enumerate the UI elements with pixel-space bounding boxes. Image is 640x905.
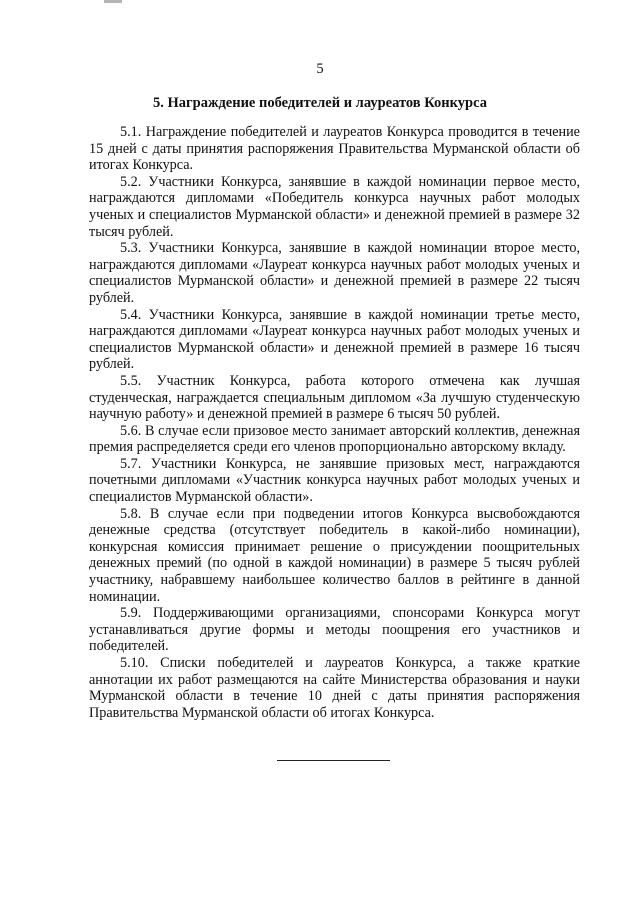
paragraph-5-10: 5.10. Списки победителей и лауреатов Конкурса, а также краткие аннотации их работ размещаются на сайте Министерства образования и науки Мурманской области в течение 10 дней с даты принятия распоряжения Правительства Мурманской области об итогах Конкурса.	[89, 655, 580, 721]
section-title: 5. Награждение победителей и лауреатов Конкурса	[153, 95, 487, 111]
paragraph-5-9: 5.9. Поддерживающими организациями, спонсорами Конкурса могут устанавливаться другие формы и методы поощрения его участников и победителей.	[89, 605, 580, 655]
paragraph-5-6: 5.6. В случае если призовое место занимает авторский коллектив, денежная премия распределяется среди его членов пропорционально авторскому вкладу.	[89, 422, 580, 456]
paragraph-5-3: 5.3. Участники Конкурса, занявшие в каждой номинации второе место, награждаются дипломами «Лауреат конкурса научных работ молодых ученых и специалистов Мурманской области» и денежной премией в размере 22 тысяч рублей.	[89, 240, 580, 306]
paragraph-5-4: 5.4. Участники Конкурса, занявшие в каждой номинации третье место, награждаются дипломами «Лауреат конкурса научных работ молодых ученых и специалистов Мурманской области» и денежной премией в размере 16 тысяч рублей.	[89, 306, 580, 373]
body-text	[89, 124, 580, 721]
paragraph-5-7: 5.7. Участники Конкурса, не занявшие призовых мест, награждаются почетными дипломами «Участник конкурса научных работ молодых ученых и специалистов Мурманской области».	[89, 455, 580, 506]
paragraph-5-8: 5.8. В случае если при подведении итогов Конкурса высвобождаются денежные средства (отсутствует победитель в какой-либо номинации), конкурсная комиссия принимает решение о присуждении поощрительных денежных премий (по одной в каждой номинации) в размере 5 тысяч рублей участнику, набравшему наибольшее количество баллов в рейтинге в данной номинации.	[89, 505, 580, 605]
paragraph-5-5: 5.5. Участник Конкурса, работа которого отмечена как лучшая студенческая, награждается специальным дипломом «За лучшую студенческую научную работу» и денежной премией в размере 6 тысяч 50 рублей.	[89, 372, 580, 423]
paragraph-5-2: 5.2. Участники Конкурса, занявшие в каждой номинации первое место, награждаются дипломами «Победитель конкурса научных работ молодых ученых и специалистов Мурманской области» и денежной премией в размере 32 тысяч рублей.	[89, 173, 580, 240]
scan-artifact-mark	[104, 0, 122, 3]
paragraph-5-1: 5.1. Награждение победителей и лауреатов Конкурса проводится в течение 15 дней с даты принятия распоряжения Правительства Мурманской области об итогах Конкурса.	[89, 124, 580, 174]
end-separator-line	[277, 760, 390, 761]
page-number: 5	[316, 61, 324, 77]
